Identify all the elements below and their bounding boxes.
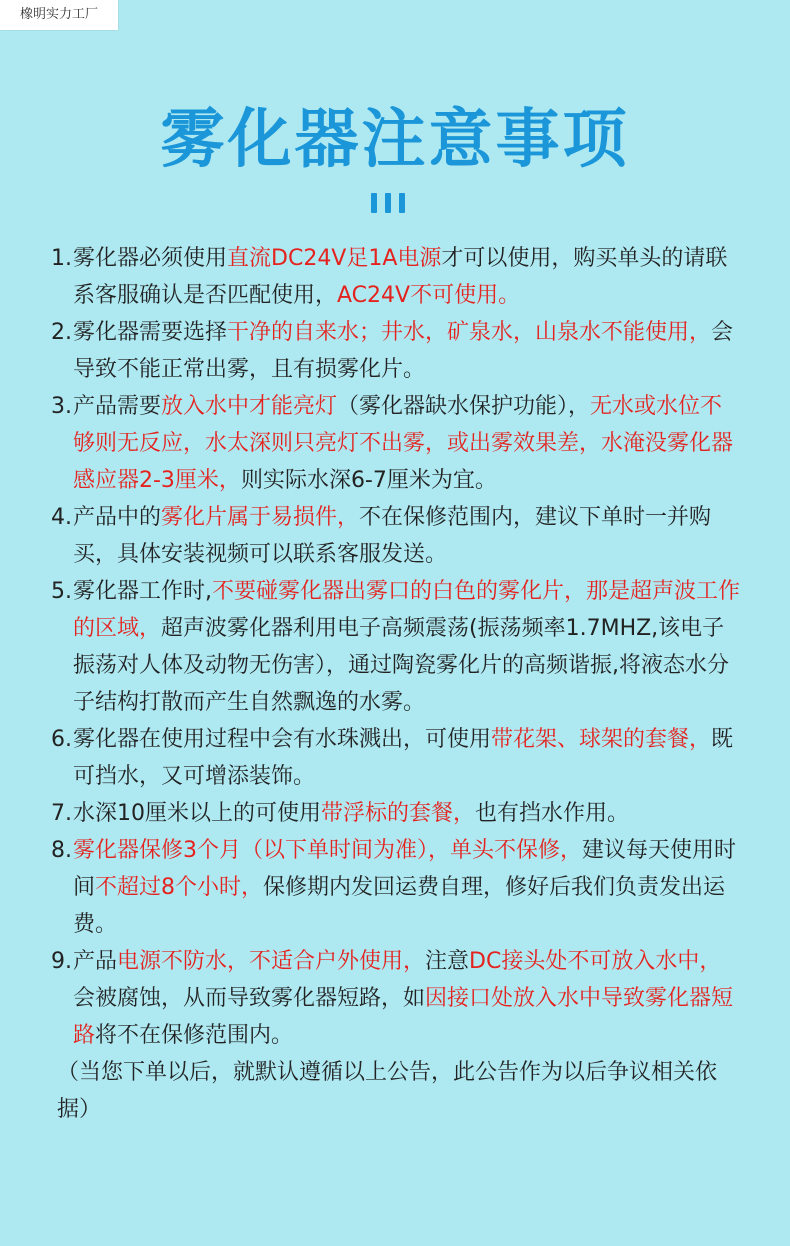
note-segment: 雾化器需要选择 (73, 320, 228, 345)
highlight-text: 电源不防水，不适合户外使用， (117, 949, 426, 974)
note-segment: 保修期内发回运费自理，修好后我们负责发出运费。 (73, 875, 726, 937)
highlight-text: 雾化片属于易损件， (161, 505, 360, 530)
note-segment: 雾化器必须使用 (73, 246, 228, 271)
decorative-bars-icon (371, 193, 411, 215)
note-number: 1. (51, 246, 72, 271)
highlight-text: 雾化器保修3个月（以下单时间为准），单头不保修， (73, 838, 582, 863)
note-segment: 将不在保修范围内。 (95, 1023, 294, 1048)
note-segment: 注意 (425, 949, 470, 974)
note-segment: 雾化器在使用过程中会有水珠溅出，可使用 (73, 727, 492, 752)
shop-tag: 橡明实力工厂 (0, 0, 118, 30)
note-text (73, 573, 741, 721)
note-item (51, 832, 741, 943)
highlight-text: 带花架、球架的套餐， (491, 727, 712, 752)
note-item (51, 573, 741, 721)
highlight-text: DC接头处不可放入水中， (469, 949, 722, 974)
page-title: 雾化器注意事项 (160, 103, 630, 177)
note-item (51, 314, 741, 388)
note-number: 5. (51, 579, 72, 604)
note-segment: 则实际水深6-7厘米为宜。 (240, 468, 497, 493)
note-item (51, 240, 741, 314)
note-number: 9. (51, 949, 72, 974)
note-segment: 产品中的 (73, 505, 162, 530)
note-text (73, 832, 741, 943)
highlight-text: 因接口处放入水中导致雾化器短路 (73, 986, 734, 1048)
highlight-text: 直流DC24V足1A电源 (227, 246, 442, 271)
note-number: 2. (51, 320, 72, 345)
note-segment: 雾化器工作时, (73, 579, 212, 604)
note-text (73, 388, 741, 499)
note-segment: 超声波雾化器利用电子高频震荡(振荡频率1.7MHZ,该电子振荡对人体及动物无伤害），通过陶瓷雾化片的高频谐振,将液态水分子结构打散而产生自然飘逸的水雾。 (73, 616, 729, 715)
note-item (51, 943, 741, 1054)
note-number: 8. (51, 838, 72, 863)
highlight-text: 干净的自来水；井水，矿泉水，山泉水不能使用， (227, 320, 712, 345)
note-item (51, 721, 741, 795)
note-segment: 也有挡水作用。 (475, 801, 630, 826)
note-segment: 会被腐蚀，从而导致雾化器短路，如 (73, 986, 426, 1011)
note-number: 3. (51, 394, 72, 419)
note-text (73, 795, 741, 832)
note-segment: 建议每天使用时间 (73, 838, 737, 900)
note-number: 7. (51, 801, 72, 826)
note-text (73, 314, 741, 388)
note-item (51, 499, 741, 573)
note-text (73, 943, 741, 1054)
note-text (73, 240, 741, 314)
footer-note: （当您下单以后，就默认遵循以上公告，此公告作为以后争议相关依据） (57, 1060, 718, 1122)
note-item (51, 795, 741, 832)
note-segment: （雾化器缺水保护功能）， (337, 394, 591, 419)
notes-list (51, 240, 741, 1128)
note-segment: 不在保修范围内，建议下单时一并购买，具体安装视频可以联系客服发送。 (73, 505, 712, 567)
note-text (73, 499, 741, 573)
note-item (51, 388, 741, 499)
highlight-text: AC24V不可使用。 (337, 283, 521, 308)
note-segment: 产品 (73, 949, 118, 974)
highlight-text: 不要碰雾化器出雾口的白色的雾化片，那是超声波工作的区域， (73, 579, 741, 641)
highlight-text: 放入水中才能亮灯 (161, 394, 338, 419)
highlight-text: 不超过8个小时， (95, 875, 264, 900)
highlight-text: 带浮标的套餐， (321, 801, 476, 826)
note-number: 6. (51, 727, 72, 752)
note-segment: 既可挡水，又可增添装饰。 (73, 727, 734, 789)
note-segment: 会导致不能正常出雾，且有损雾化片。 (73, 320, 734, 382)
note-segment: 才可以使用，购买单头的请联系客服确认是否匹配使用， (73, 246, 728, 308)
note-segment: 水深10厘米以上的可使用 (73, 801, 321, 826)
note-number: 4. (51, 505, 72, 530)
note-segment: 产品需要 (73, 394, 162, 419)
note-text (73, 721, 741, 795)
highlight-text: 无水或水位不够则无反应，水太深则只亮灯不出雾，或出雾效果差，水淹没雾化器感应器2-3厘米， (73, 394, 734, 493)
